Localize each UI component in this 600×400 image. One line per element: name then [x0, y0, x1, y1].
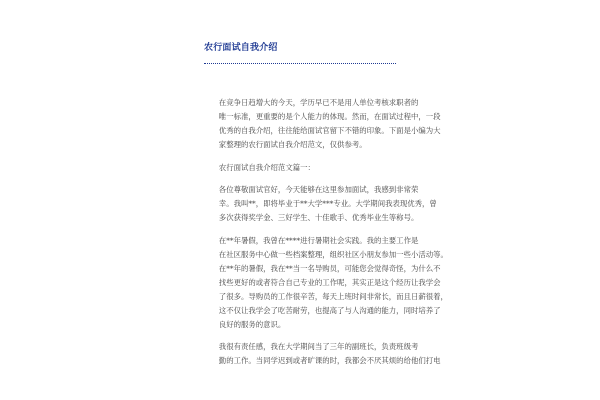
document-body: [204, 96, 448, 377]
paragraph-line: 这不仅让我学会了吃苦耐劳，也提高了与人沟通的能力，同时培养了: [218, 305, 441, 315]
paragraph-line: 多次获得奖学金、三好学生、十佳歌手、优秀毕业生等称号。: [218, 213, 419, 222]
paragraph-line: 幸。我叫**，即将毕业于**大学***专业。大学期间我表现优秀，曾: [218, 199, 437, 208]
paragraph-line: 农行面试自我介绍范文篇一：: [218, 162, 315, 172]
paragraph-line: 各位尊敬面试官好，今天能够在这里参加面试，我感到非常荣: [218, 185, 419, 194]
paragraph-line: 了很多。导购员的工作很辛苦，每天上班时间非常长，而且日薪很着，: [218, 291, 448, 301]
paragraph-line: 家整理的农行面试自我介绍范文，仅供参考。: [218, 140, 367, 149]
paragraph-line: 优秀的自我介绍，往往能给面试官留下不错的印象。下面是小编为大: [218, 126, 441, 135]
body-paragraph: [204, 96, 441, 152]
paragraph-line: 在社区服务中心做一些档案整理，组织社区小朋友参加一些小活动等。: [218, 249, 448, 259]
body-paragraph: [204, 340, 441, 368]
paragraph-line: 找些更好的或者符合自己专业的工作呢，其实正是这个经历让我学会: [218, 277, 441, 287]
paragraph-line: 在**年暑假，我曾在****进行暑期社会实践。我的主要工作是: [218, 235, 419, 245]
paragraph-line: 良好的服务的意识。: [218, 319, 286, 329]
title-divider: [204, 63, 396, 64]
body-paragraph: [204, 183, 437, 225]
paragraph-line: 我很有责任感，我在大学期间当了三年的副班长，负责班级考: [218, 342, 419, 351]
document-title: 农行面试自我介绍: [204, 43, 278, 53]
paragraph-line: 勤的工作。当同学迟到或者旷课的时，我都会不厌其烦的给他们打电: [218, 356, 441, 365]
paragraph-line: 在**年的暑假，我在**当一名导购员，可能您会觉得奇怪，为什么不: [218, 263, 441, 273]
paragraph-line: 在竞争日趋增大的今天，学历早已不是用人单位考核求职者的: [218, 98, 419, 107]
body-paragraph: [204, 161, 392, 175]
body-paragraph: [204, 234, 448, 332]
paragraph-line: 唯一标准，更重要的是个人能力的体现。然而，在面试过程中，一段: [218, 112, 441, 121]
